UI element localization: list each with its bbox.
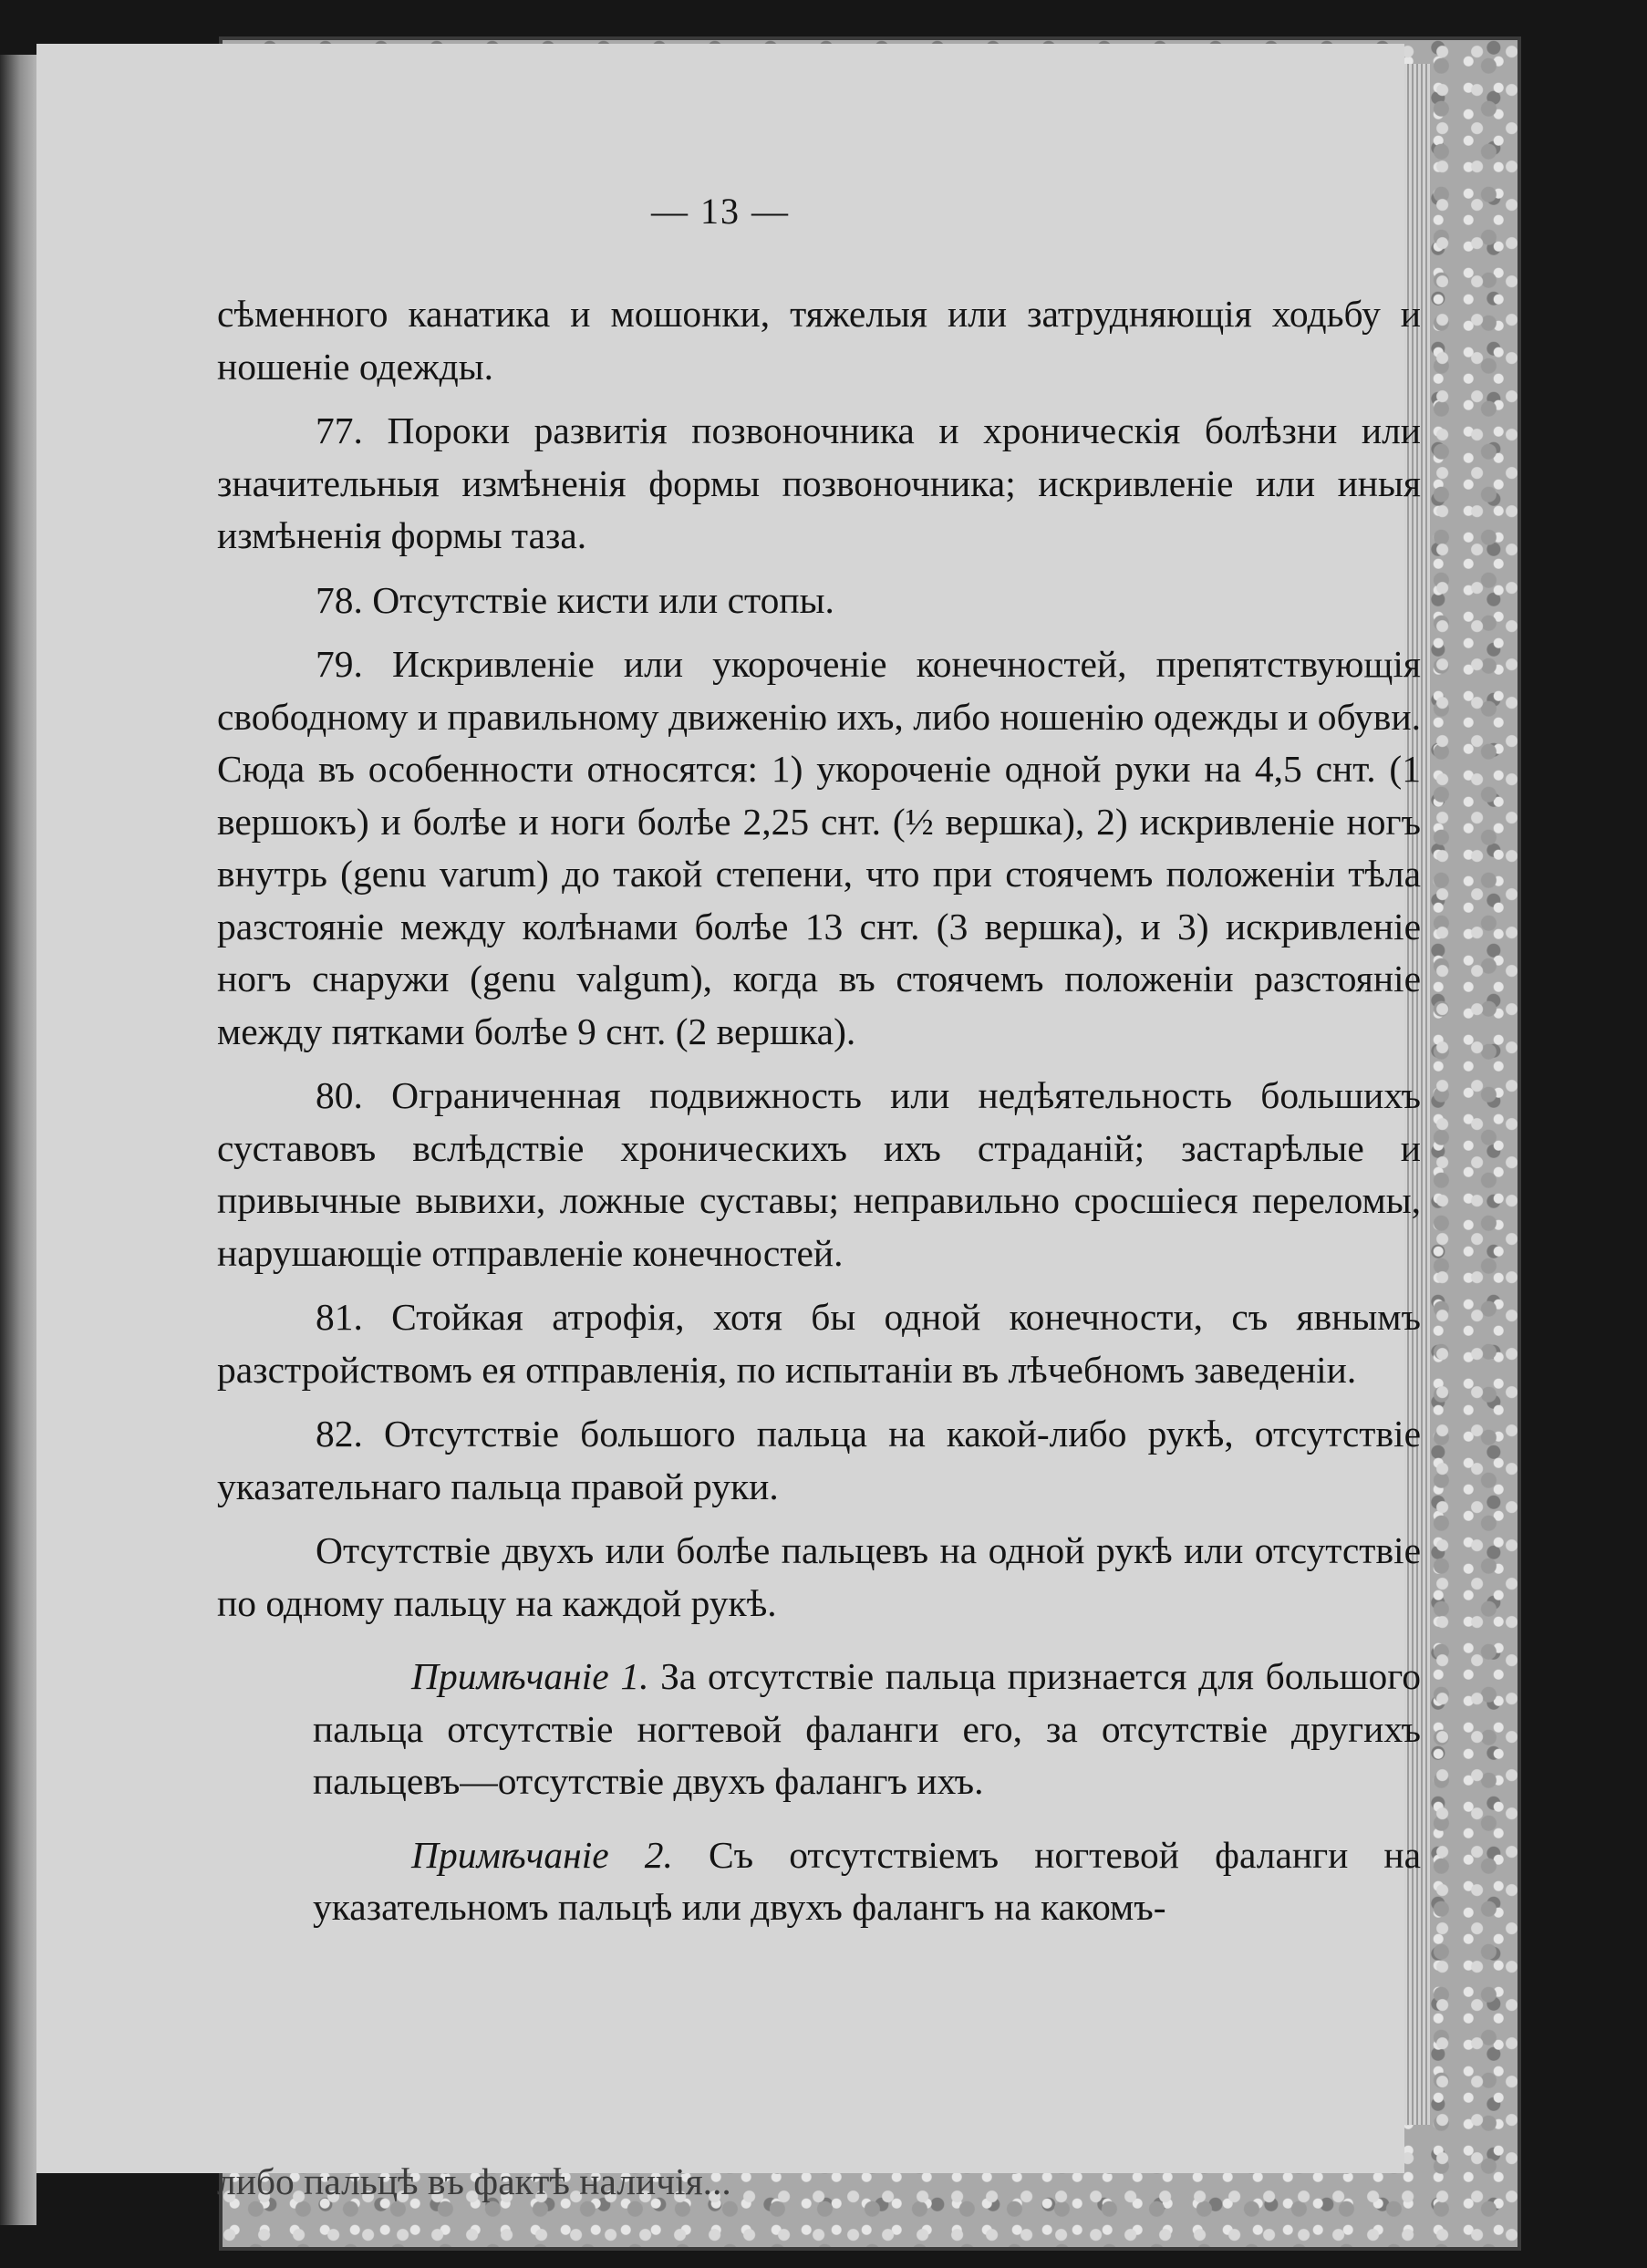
paragraph-81: 81. Стойкая атрофія, хотя бы одной конечности, съ явнымъ разстройствомъ ея отправленія, по испытаніи въ лѣчебномъ заведеніи. (217, 1296, 1421, 1391)
paragraph-continuation: сѣменного канатика и мошонки, тяжелыя или затрудняющія ходьбу и ношеніе одежды. (217, 293, 1421, 388)
adjacent-page-edge (0, 55, 36, 2225)
paragraph-82-continued: Отсутствіе двухъ или болѣе пальцевъ на одной рукѣ или отсутствіе по одному пальцу на каждой рукѣ. (217, 1529, 1421, 1624)
page-number: — 13 — (651, 191, 790, 232)
note-1-text: За отсутствіе пальца признается для большого пальца отсутствіе ногтевой фаланги его, за отсутствіе другихъ пальцевъ—отсутствіе двухъ фалангъ ихъ. (313, 1655, 1422, 1802)
note-2 (217, 1829, 1421, 1934)
paragraph-78: 78. Отсутствіе кисти или стопы. (316, 578, 834, 621)
paragraph-77: 77. Пороки развитія позвоночника и хроническія болѣзни или значительныя измѣненія формы позвоночника; искривленіе или иныя измѣненія формы таза. (217, 409, 1421, 556)
cut-off-line: либо пальцѣ въ фактѣ наличія... (217, 2160, 731, 2202)
paragraph-80: 80. Ограниченная подвижность или недѣятельность большихъ суставовъ вслѣдствіе хроническихъ ихъ страданій; застарѣлые и привычные вывихи, ложные суставы; неправильно сросшіеся переломы, нарушающіе отправленіе конечностей. (217, 1074, 1421, 1274)
note-1 (217, 1651, 1421, 1808)
note-2-text: Съ отсутствіемъ ногтевой фаланги на указательномъ пальцѣ или двухъ фалангъ на какомъ- (313, 1833, 1422, 1928)
paragraph-82: 82. Отсутствіе большого пальца на какой-либо рукѣ, отсутствіе указательнаго пальца правой руки. (217, 1413, 1421, 1507)
page-text (217, 288, 1421, 1934)
paragraph-79: 79. Искривленіе или укороченіе конечностей, препятствующія свободному и правильному движенію ихъ, либо ношенію одежды и обуви. Сюда въ особенности относятся: 1) укороченіе одной руки на 4,5 снт. (1 вершокъ) и болѣе и ноги болѣе 2,25 снт. (½ вершка), 2) искривленіе ногъ внутрь (genu varum) до такой степени, что при стоячемъ положеніи тѣла разстояніе между колѣнами болѣе 13 снт. (3 вершка), и 3) искривленіе ногъ снаружи (genu valgum), когда въ стоячемъ положеніи разстояніе между пятками болѣе 9 снт. (2 вершка). (217, 643, 1421, 1052)
book-page (36, 44, 1422, 2202)
note-1-label: Примѣчаніе 1. (411, 1655, 649, 1697)
note-2-label: Примѣчаніе 2. (411, 1833, 673, 1876)
